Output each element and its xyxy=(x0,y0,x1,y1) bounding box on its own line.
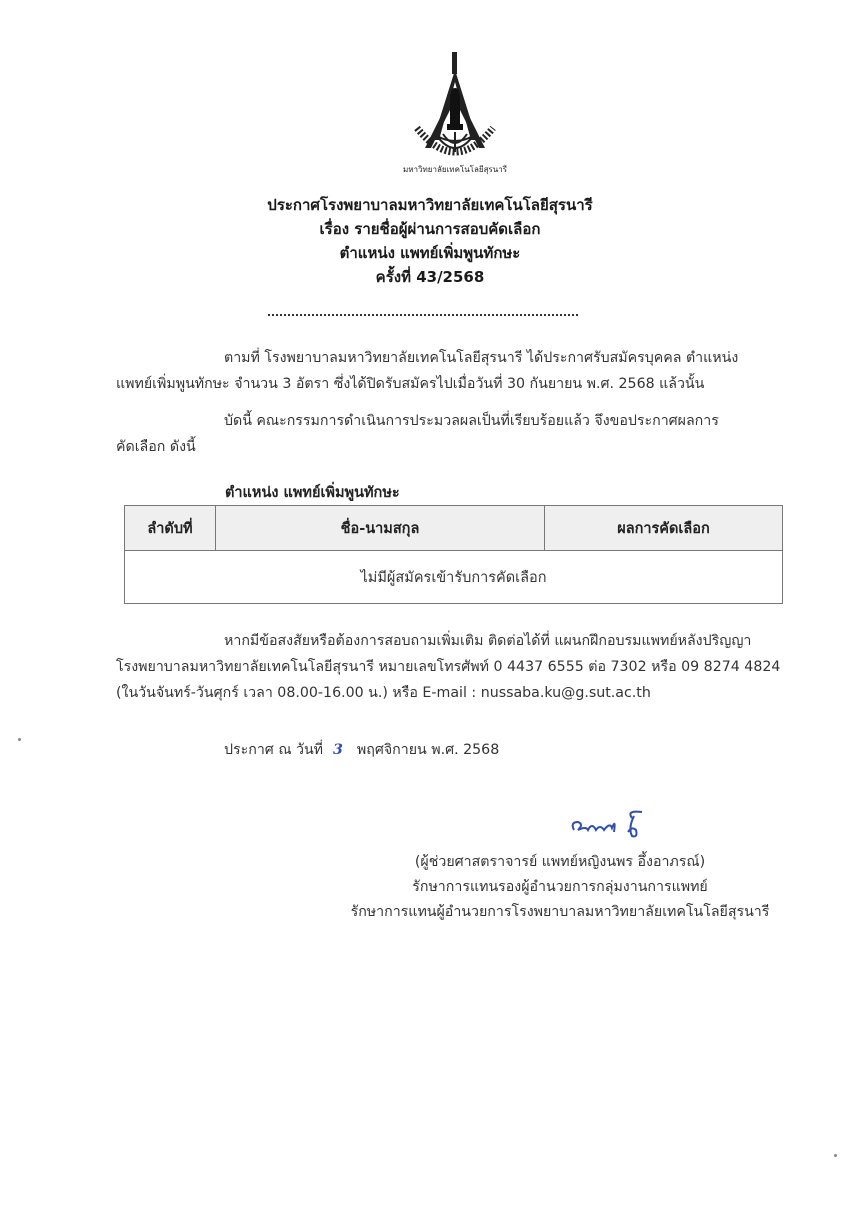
intro-paragraph xyxy=(116,345,786,397)
result-paragraph xyxy=(116,408,786,460)
date-prefix: ประกาศ ณ วันที่ xyxy=(224,742,324,758)
signer-name: (ผู้ช่วยศาสตราจารย์ แพทย์หญิงนพร อึ้งอาภรณ์) xyxy=(414,854,706,870)
section-label: ตำแหน่ง แพทย์เพิ่มพูนทักษะ xyxy=(225,485,400,501)
intro-line-2: แพทย์เพิ่มพูนทักษะ จำนวน 3 อัตรา ซึ่งได้ปิดรับสมัครไปเมื่อวันที่ 30 กันยายน พ.ศ. 2568 แล้วนั้น xyxy=(116,376,705,392)
announcement-date xyxy=(224,739,499,761)
signer-position-2: รักษาการแทนผู้อำนวยการโรงพยาบาลมหาวิทยาลัยเทคโนโลยีสุรนารี xyxy=(350,904,770,920)
contact-line-3: (ในวันจันทร์-วันศุกร์ เวลา 08.00-16.00 น.) หรือ E-mail : nussaba.ku@g.sut.ac.th xyxy=(116,685,651,701)
title-subject: เรื่อง รายชื่อผู้ผ่านการสอบคัดเลือก xyxy=(319,220,541,238)
signer-position-1: รักษาการแทนรองผู้อำนวยการกลุ่มงานการแพทย์ xyxy=(412,879,708,895)
title-position: ตำแหน่ง แพทย์เพิ่มพูนทักษะ xyxy=(339,244,521,262)
column-header-order: ลำดับที่ xyxy=(125,506,216,551)
title-issue-number: ครั้งที่ 43/2568 xyxy=(375,268,485,286)
contact-line-1: หากมีข้อสงสัยหรือต้องการสอบถามเพิ่มเติม ติดต่อได้ที่ แผนกฝึกอบรมแพทย์หลังปริญญา xyxy=(224,633,752,649)
signature-icon xyxy=(566,808,656,842)
dotted-divider xyxy=(268,308,578,316)
university-logo-icon xyxy=(395,48,515,178)
results-table xyxy=(124,505,783,604)
scan-speck xyxy=(18,738,21,741)
intro-line-1: ตามที่ โรงพยาบาลมหาวิทยาลัยเทคโนโลยีสุรนารี ได้ประกาศรับสมัครบุคคล ตำแหน่ง xyxy=(224,350,739,366)
scan-speck xyxy=(834,1154,837,1157)
contact-line-2: โรงพยาบาลมหาวิทยาลัยเทคโนโลยีสุรนารี หมายเลขโทรศัพท์ 0 4437 6555 ต่อ 7302 หรือ 09 8274 4824 xyxy=(116,659,781,675)
empty-message: ไม่มีผู้สมัครเข้ารับการคัดเลือก xyxy=(125,551,783,604)
result-line-1: บัดนี้ คณะกรรมการดำเนินการประมวลผลเป็นที่เรียบร้อยแล้ว จึงขอประกาศผลการ xyxy=(224,413,719,429)
date-day-handwritten: 3 xyxy=(333,742,343,758)
announcement-title xyxy=(0,193,860,289)
result-line-2: คัดเลือก ดังนี้ xyxy=(116,439,196,455)
column-header-result: ผลการคัดเลือก xyxy=(545,506,783,551)
title-line-1: ประกาศโรงพยาบาลมหาวิทยาลัยเทคโนโลยีสุรนารี xyxy=(267,196,593,214)
table-row xyxy=(125,551,783,604)
table-header-row xyxy=(125,506,783,551)
svg-text:มหาวิทยาลัยเทคโนโลยีสุรนารี: มหาวิทยาลัยเทคโนโลยีสุรนารี xyxy=(402,165,508,174)
contact-paragraph xyxy=(116,628,786,706)
date-month-year: พฤศจิกายน พ.ศ. 2568 xyxy=(356,742,500,758)
column-header-name: ชื่อ-นามสกุล xyxy=(216,506,545,551)
signer-block xyxy=(320,850,800,925)
